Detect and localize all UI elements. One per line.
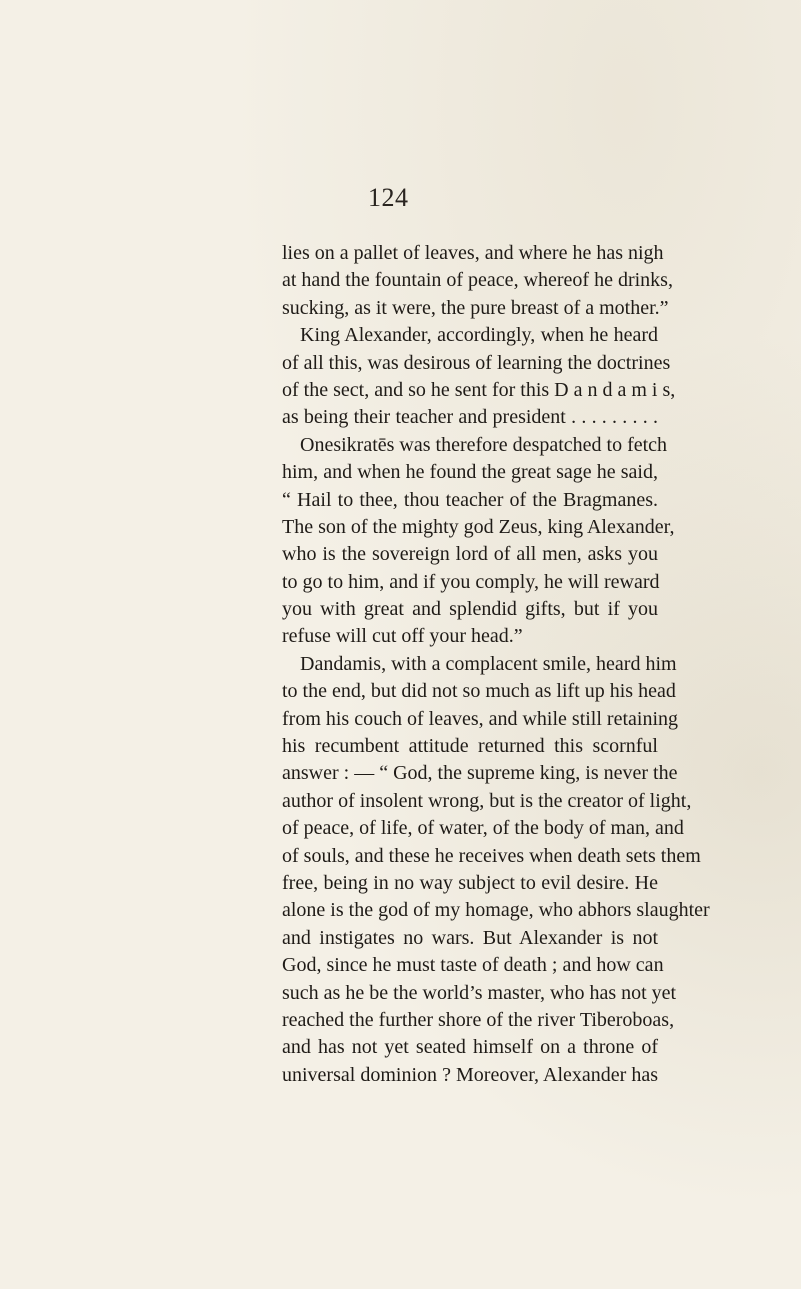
text-line: answer : — “ God, the supreme king, is never the — [282, 762, 678, 785]
text-line: “ Hail to thee, thou teacher of the Bragmanes. — [282, 488, 658, 511]
text-line: and instigates no wars. But Alexander is not — [282, 926, 658, 949]
text-line: Onesikratēs was therefore despatched to fetch — [300, 433, 668, 456]
text-line: refuse will cut off your head.” — [282, 625, 523, 648]
text-line: from his couch of leaves, and while still retaining — [282, 707, 679, 730]
text-line: you with great and splendid gifts, but if you — [282, 598, 658, 621]
text-line: of all this, was desirous of learning the doctrines — [282, 351, 671, 374]
body-text — [282, 240, 710, 1089]
text-line: reached the further shore of the river Tiberoboas, — [282, 1008, 675, 1031]
text-line: King Alexander, accordingly, when he heard — [300, 324, 658, 347]
text-line: alone is the god of my homage, who abhors slaughter — [282, 899, 710, 922]
text-line: author of insolent wrong, but is the creator of light, — [282, 789, 692, 812]
text-line: of the sect, and so he sent for this D a n d a m i s, — [282, 378, 676, 401]
text-line: lies on a pallet of leaves, and where he has nigh — [282, 242, 664, 264]
text-line: his recumbent attitude returned this scornful — [282, 735, 658, 758]
page-number: 124 — [368, 183, 409, 212]
text-line: to the end, but did not so much as lift up his head — [282, 680, 676, 703]
text-line: universal dominion ? Moreover, Alexander has — [282, 1063, 658, 1086]
text-line: as being their teacher and president . . . . . . . . . — [282, 406, 658, 429]
text-line: free, being in no way subject to evil desire. He — [282, 871, 658, 894]
text-line: and has not yet seated himself on a throne of — [282, 1036, 658, 1059]
text-line: such as he be the world’s master, who has not yet — [282, 981, 677, 1004]
text-line: The son of the mighty god Zeus, king Alexander, — [282, 515, 675, 538]
text-line: of peace, of life, of water, of the body of man, and — [282, 817, 684, 840]
text-line: to go to him, and if you comply, he will reward — [282, 570, 660, 593]
text-line: who is the sovereign lord of all men, asks you — [282, 543, 658, 566]
text-line: at hand the fountain of peace, whereof he drinks, — [282, 269, 673, 292]
text-line: him, and when he found the great sage he said, — [282, 461, 658, 484]
text-line: of souls, and these he receives when death sets them — [282, 844, 701, 867]
text-line: sucking, as it were, the pure breast of a mother.” — [282, 296, 669, 319]
text-line: Dandamis, with a complacent smile, heard him — [300, 652, 677, 675]
text-line: God, since he must taste of death ; and how can — [282, 954, 664, 977]
